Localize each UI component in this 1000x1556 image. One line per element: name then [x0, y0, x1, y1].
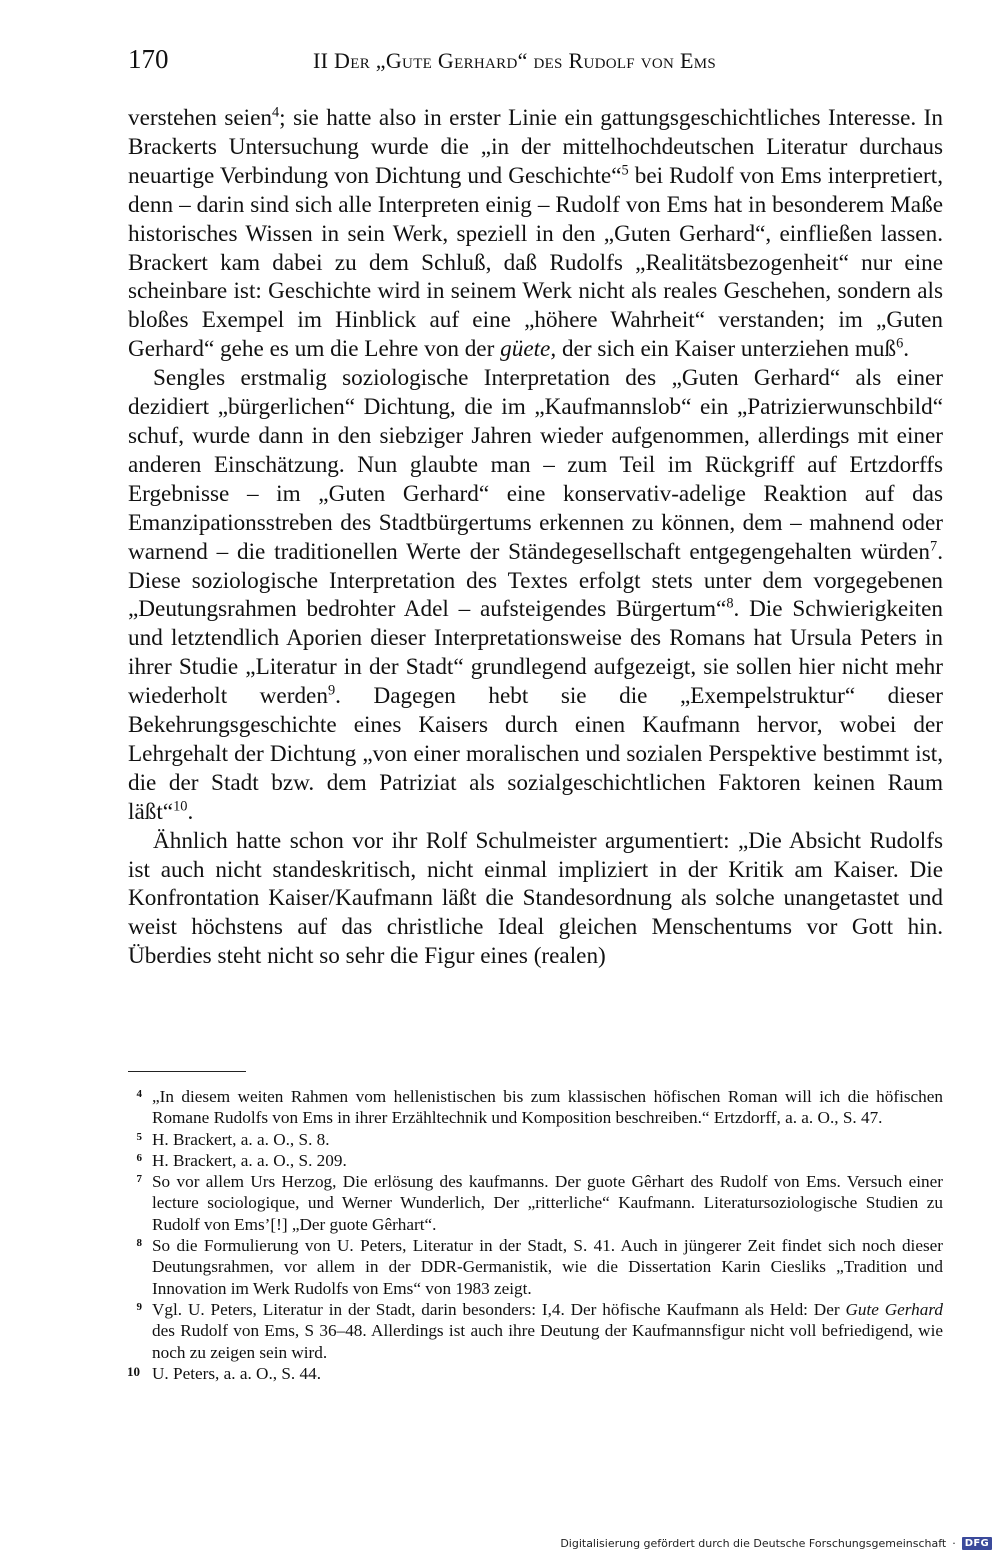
text-run: H. Brackert, a. a. O., S. 209.	[152, 1150, 347, 1170]
footnote-number: 6	[136, 1151, 142, 1164]
footnote-number: 8	[136, 1237, 142, 1250]
footnote-marker: 9	[327, 682, 336, 699]
text-run: „In diesem weiten Rahmen vom hellenistischen bis zum klassischen höfischen Roman will ich die höfischen Romane Rudolfs von Ems in ihrer Erzähltechnik und Komposition beschreiben.“ Ertzdorff, a. a. O., S. 47.	[152, 1087, 943, 1128]
footnote-marker: 8	[726, 595, 734, 612]
text-run: Sengles erstmalig soziologische Interpretation des „Guten Gerhard“ als einer dezidiert „bürgerlichen“ Dichtung, die im „Kaufmannslob“ ein „Patrizierwunschbild“ schuf, wurde dann in den siebziger Jahren wieder aufgenommen, allerdings mit einer anderen Einschätzung. Nun glaubte man – zum Teil im Rückgriff auf Ertzdorffs Ergebnisse – im „Guten Gerhard“ eine konservativ-adelige Reaktion auf das Emanzipationsstreben des Stadtbürgertums erkennen zu können, dem – mahnend oder warnend – die traditionellen Werte der Ständegesellschaft entgegengehalten würden	[128, 365, 943, 565]
footnote-marker: 5	[621, 162, 629, 179]
text-run: So die Formulierung von U. Peters, Literatur in der Stadt, S. 41. Auch in jüngerer Zeit findet sich noch dieser Deutungsrahmen, vor allem in der DDR-Germanistik, wie die Dissertation Karin Ciesliks „Tradition und Innovation im Werk Rudolfs von Ems“ von 1983 zeigt.	[152, 1236, 943, 1298]
text-run: .	[187, 798, 194, 825]
emphasis-text: güete,	[500, 336, 557, 363]
footnote-marker: 4	[271, 104, 280, 121]
paragraph	[128, 364, 943, 827]
footnote	[128, 1086, 943, 1129]
footnote	[128, 1150, 943, 1171]
text-run: .	[903, 336, 910, 363]
text-run: ; sie hatte also in erster Linie ein gattungsgeschichtliches Interesse. In Brackerts Untersuchung wurde die „in der mittelhochdeutschen Literatur durchaus neuartige Verbindung von Dichtung und Geschichte“	[128, 105, 943, 189]
page-header	[128, 44, 943, 80]
paragraph	[128, 104, 943, 364]
footnote-number: 9	[136, 1300, 142, 1313]
text-run: . Diese soziologische Interpretation des Textes erfolgt stets unter dem vorgegebenen „Deutungsrahmen bedrohter Adel – aufsteigendes Bürgertum“	[128, 538, 943, 623]
text-run: verstehen seien	[128, 105, 272, 131]
page-number: 170	[128, 44, 169, 74]
main-text	[128, 104, 943, 971]
footnote	[128, 1363, 943, 1384]
footnote-marker: 10	[173, 798, 188, 815]
dfg-logo-icon: DFG	[962, 1537, 992, 1550]
text-run: des Rudolf von Ems, S 36–48. Allerdings ist auch ihre Deutung der Kaufmannsfigur nicht voll befriedigend, wie noch zu zeigen sein wird.	[152, 1321, 943, 1362]
footnote-number: 10	[127, 1363, 140, 1379]
digitization-credit	[560, 1537, 992, 1550]
footnote-number: 7	[136, 1173, 142, 1186]
footnote-number: 5	[136, 1130, 142, 1143]
credit-separator: ·	[952, 1537, 956, 1550]
paragraph	[128, 827, 943, 972]
footnote-marker: 6	[896, 335, 904, 352]
text-run: H. Brackert, a. a. O., S. 8.	[152, 1129, 330, 1149]
text-run: bei Rudolf von Ems interpretiert, denn – darin sind sich alle Interpreten einig – Rudolf von Ems hat in besonderem Maße historisches Wissen in sein Werk, speziell in den „Guten Gerhard“, einfließen lassen. Brackert kam dabei zu dem Schluß, daß Rudolfs „Realitätsbezogenheit“ nur eine scheinbare ist: Geschichte wird in seinem Werk nicht als reales Geschehen, sondern als bloßes Exempel im Hinblick auf eine „höhere Wahrheit“ verstanden; im „Guten Gerhard“ gehe es um die Lehre von der	[128, 162, 943, 363]
footnote	[128, 1129, 943, 1150]
text-run: . Dagegen hebt sie die „Exempelstruktur“ dieser Bekehrungsgeschichte eines Kaisers durch einen Kaufmann hervor, wobei der Lehrgehalt der Dichtung „von einer moralischen und sozialen Perspektive bestimmt ist, die der Stadt bzw. dem Patriziat als sozialgeschichtlichen Faktoren keinen Raum läßt“	[128, 683, 943, 825]
text-run: . Die Schwierigkeiten und letztendlich Aporien dieser Interpretationsweise des Romans hat Ursula Peters in ihrer Studie „Literatur in der Stadt“ grundlegend aufgezeigt, sie sollen hier nicht mehr wiederholt werden	[128, 596, 943, 710]
text-run: Vgl. U. Peters, Literatur in der Stadt, darin besonders: I,4. Der höfische Kaufmann als Held: Der	[152, 1299, 846, 1319]
footnote	[128, 1299, 943, 1363]
running-title: II Der „Gute Gerhard“ des Rudolf von Ems	[313, 48, 716, 73]
text-run: So vor allem Urs Herzog, Die erlösung des kaufmanns. Der guote Gêrhart des Rudolf von Ems. Versuch einer lecture sociologique, und Werner Wunderlich, Der „ritterliche“ Kaufmann. Literatursoziologische Studien zu Rudolf von Ems’[!] „Der guote Gêrhart“.	[152, 1172, 943, 1234]
footnote-marker: 7	[930, 537, 938, 554]
footnote	[128, 1235, 943, 1299]
footnotes	[128, 1086, 943, 1384]
credit-text: Digitalisierung gefördert durch die Deutsche Forschungsgemeinschaft	[560, 1537, 947, 1550]
text-run: der sich ein Kaiser unterziehen muß	[556, 336, 897, 363]
text-run: Ähnlich hatte schon vor ihr Rolf Schulmeister argumentiert: „Die Absicht Rudolfs ist auch nicht standeskritisch, nicht einmal impliziert in der Kritik am Kaiser. Die Konfrontation Kaiser/Kaufmann läßt die Standesordnung als solche unangetastet und weist höchstens auf das christliche Ideal gleichen Menschentums vor Gott hin. Überdies steht nicht so sehr die Figur eines (realen)	[128, 827, 943, 970]
text-run: U. Peters, a. a. O., S. 44.	[152, 1363, 321, 1383]
footnote	[128, 1171, 943, 1235]
footnote-number: 4	[136, 1088, 142, 1100]
footnote-separator	[128, 1071, 246, 1072]
emphasis-text: Gute Gerhard	[845, 1299, 943, 1319]
